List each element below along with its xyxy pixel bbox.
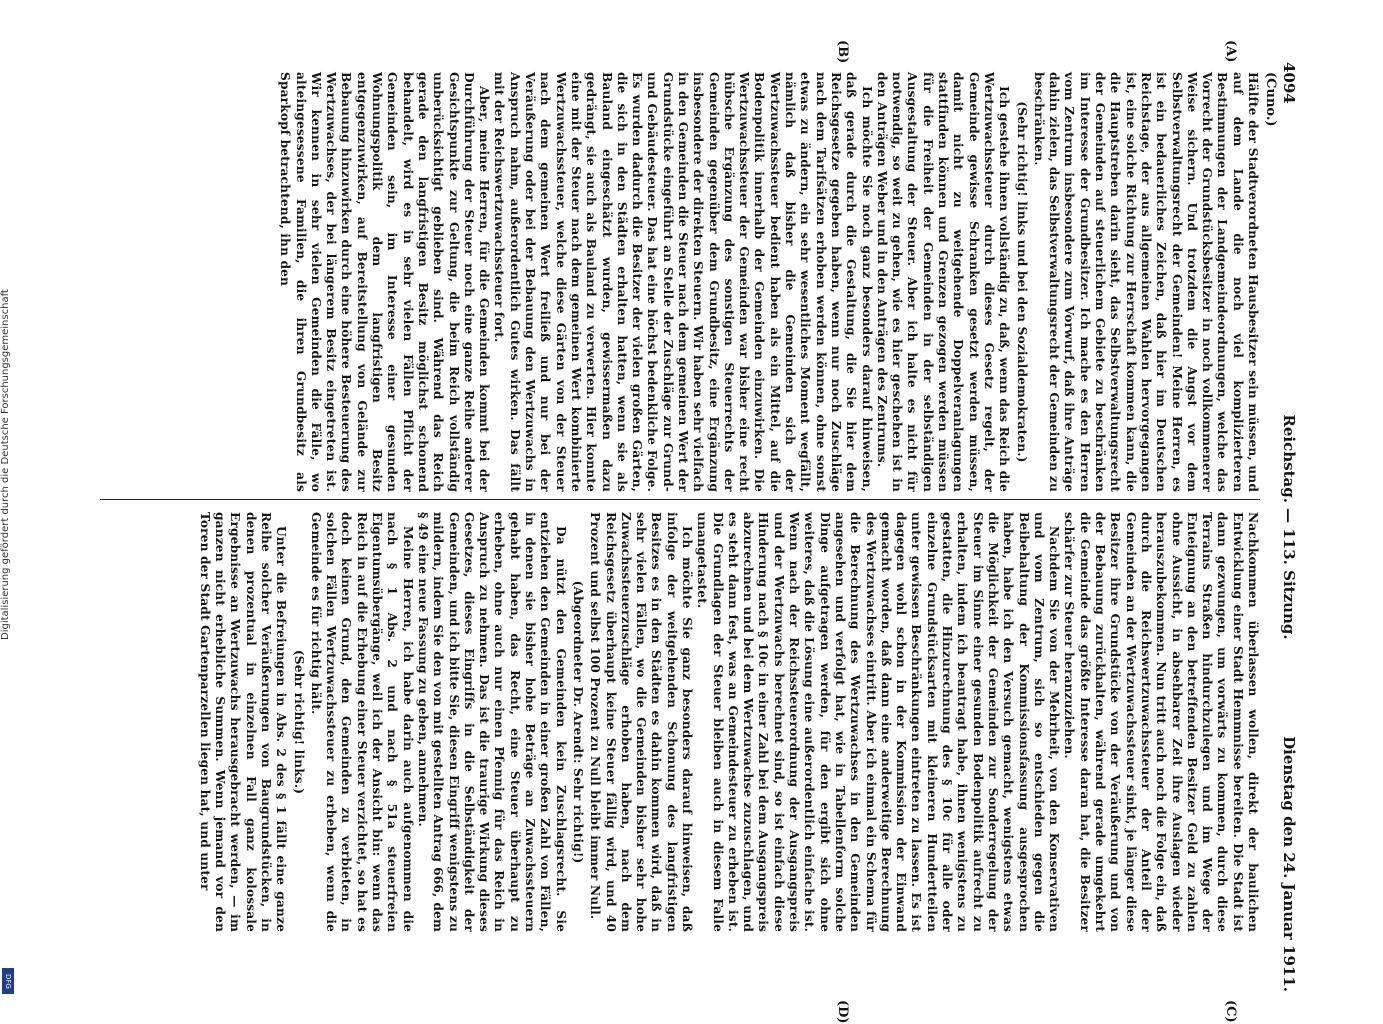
interjection: (Abgeordneter Dr. Arendt: Sehr richtig!) [570, 580, 585, 864]
session-date: Dienstag den 24. Januar 1911. [1280, 736, 1298, 992]
page-title: Reichstag. — 113. Sitzung. [1280, 414, 1298, 640]
paragraph: Nachkommen überlassen wollen, direkt der baulichen Entwicklung einer Stadt Hemmnisse bereiten. Die Stadt ist dann gezwungen, um vorwärts zu kommen, durch diese Terrains Straßen hindurchzulegen und im Wege der Enteignung an den betreffenden Besitzer Geld zu zahlen ohne Aussicht, in absehbarer Zeit ihre Auslagen wieder herauszubekommen. Nun tritt auch noch die Folge ein, daß durch die Reichswertzuwachssteuer der Anteil der Gemeinden an der Wertzuwachssteuer sinkt, je länger diese Besitzer ihre Grundstücke von der Veräußerung und von der Bebauung zurückhalten, während gerade umgekehrt die Gemeinde das größte Interesse daran hat, die Besitzer schärfer zur Steuer heranzuziehen. [1062, 512, 1260, 932]
paragraph: Ich möchte Sie ganz besonders darauf hinweisen, daß infolge der weitgehenden Schonung des langfristigen Besitzes es in den Städten es dahin kommen wird, daß in sehr vielen Fällen, wo die Gemeinden bisher sehr hohe Zuwachssteuerzuschläge erhoben haben, nach dem Reichsgesetz überhaupt keine Steuer fällig wird, und 40 Prozent und selbst 100 Prozent zu Null bleibt immer Null. [588, 512, 695, 932]
paragraph: Meine Herren, ich habe darin auch aufgenommen die nach § 1 Abs. 2 und nach § 51a steuerfreien Eigentumsübergänge, weil ich der Ansicht bin: wenn das Reich in auf die Erhebung einer Steuer verzichtet, so hat es doch keinen Grund, den Gemeinden zu verbieten, in solchen Fällen Wertzuwachssteuer zu erheben, wenn die Gemeinde es für richtig hält. [308, 512, 415, 932]
page-header [1278, 62, 1300, 992]
left-column [277, 72, 1260, 492]
paragraph: Ich möchte Sie noch ganz besonders darauf hinweisen, daß gerade durch die Gestaltung, die Sie hier dem Reichsgesetze gegeben haben, wenn nur noch Zuschläge nach dem Tarifsätzen erhoben werden können, ohne sonst etwas zu ändern, ein sehr wesentliches Moment wegfällt, nämlich daß bisher die Gemeinden sich der Wertzuwachssteuer bedient haben als ein Mittel, auf die Bodenpolitik innerhalb der Gemeinden einzuwirken. Die Wertzuwachssteuer der Gemeinden war bisher eine recht hübsche Ergänzung des sonstigen Steuerrechts der Gemeinden gegenüber dem Grundbesitz, eine Ergänzung insbesondere der direkten Steuern. Wir haben sehr vielfach in den Gemeinden die Steuer nach dem gemeinen Wert der Grundstücke eingeführt an Stelle der Zuschläge zur Grund- und Gebäudesteuer. Das hat eine höchst bedenkliche Folge. Es wurden dadurch die Besitzer der vielen großen Gärten, die sich in den Städten erhalten hatten, wenn sie als Bauland eingeschätzt wurden, gewissermaßen dazu gedrängt, sie auch als Bauland zu verwerten. Hier konnte eine mit der Steuer nach dem gemeinen Wert kombinierte Wertzuwachssteuer, welche diese Gärten von der Steuer nach dem gemeinen Wert freiließ und nur bei der Veräußerung oder bei der Bebauung den Wertzuwachs in Anspruch nahm, außerordentlich Gutes wirken. Das fällt mit der Reichswertzuwachssteuer fort. [492, 72, 874, 492]
dfg-logo: DFG [2, 968, 14, 994]
paragraph: Da nützt den Gemeinden kein Zuschlagsrecht. Sie entziehen den Gemeinden in einer großen Zahl von Fällen, in denen sie bisher hohe Beträge an Zuwachssteuern gehabt haben, das Recht, eine Steuer überhaupt zu erheben, ohne auch nur einen Pfennig für das Reich in Anspruch zu nehmen. Das ist die traurige Wirkung dieses Gesetzes, dieses Eingriffs in die Selbständigkeit der Gemeinden, und ich bitte Sie, diesen Eingriff wenigstens zu mildern, indem Sie den von mit gestellten Antrag 666, dem § 49 eine neue Fassung zu geben, annehmen. [415, 512, 568, 932]
document-page [75, 40, 1300, 1024]
paragraph: Aber, meine Herren, für die Gemeinden kommt bei der Durchführung der Steuer noch eine ganze Reihe anderer Gesichtspunkte zur Geltung, die beim Reich vollständig unberücksichtigt geblieben sind. Während das Reich gerade den langfristigen Besitz möglichst schonend behandelt, wird es in sehr vielen Fällen Pflicht der Gemeinden sein, im Interesse einer gesunden Wohnungspolitik dem langfristigen Besitz entgegenzuwirken, auf Bereitstellung von Gelände zur Bebauung hinzuwirken durch eine höhere Besteuerung des Wertzuwachses, der bei längerem Besitz eingetreten ist. Wir kennen in sehr vielen Gemeinden die Fälle, wo alteingesessene Familien, die ihren Grundbesitz als Sparkopf betrachtend, ihn den [278, 72, 492, 492]
interjection: (Sehr richtig! links und bei den Sozialdemokraten.) [1014, 101, 1029, 463]
interjection: (Sehr richtig! links.) [291, 649, 306, 795]
digitization-credit: Digitalisierung gefördert durch die Deutsche Forschungsgemeinschaft [0, 289, 11, 640]
paragraph: Unter die Befreiungen in Abs. 2 des § 1 fällt eine ganze Reihe solcher Veräußerungen von Baugrundstücken, in denen prozentual in einzelnen Fall ganz kolossale Ergebnisse an Wertzuwachs herausgebracht werden, — im ganzen nicht erhebliche Summen. Wenn jemand vor den Toren der Stadt Gartenparzellen liegen hat, und unter [197, 512, 289, 932]
margin-marker-c: (C) [1223, 1000, 1238, 1023]
margin-marker-b: (B) [835, 40, 850, 64]
paragraph: Hälfte der Stadtverordneten Hausbesitzer sein müssen, und auf dem Lande die noch viel komplizierteren Bestimmungen der Landgemeindeordnungen, welche das Vorrecht der Grundstücksbesitzer in noch vollkommenerer Weise sichern. Und trotzdem die Angst vor dem Selbstverwaltungsrecht der Gemeinden! Meine Herren, es ist ein bedauerliches Zeichen, daß hier im Deutschen Reichstage, der aus allgemeinen Wahlen hervorgegangen ist, eine solche Richtung zur Herrschaft kommen kann, die die Hauptstreben darin sieht, das Selbstverwaltungsrecht der Gemeinden auf steuerlichem Gebiete zu beschränken im Interesse der Grundbesitzer. Ich mache es den Herren vom Zentrum insbesondere zum Vorwurf, daß ihre Anträge dahin zielen, das Selbstverwaltungsrecht der Gemeinden zu beschränken. [1031, 72, 1260, 492]
margin-marker-d: (D) [835, 1000, 850, 1024]
paragraph: Ich gestehe ihnen vollständig zu, daß, wenn das Reich die Wertzuwachssteuer durch dieses Gesetz regelt, der Gemeinde gewisse Schranken gesetzt werden müssen, damit nicht zu weitgehende Doppelveranlagungen stattfinden können und Grenzen gezogen werden müssen für die Freiheit der Gemeinden in der selbständigen Ausgestaltung der Steuer. Aber ich halte es nicht für notwendig, so weit zu gehen, wie es hier geschehen ist in den Anträgen Weber und in den Anträgen des Zentrums. [874, 72, 1012, 492]
speaker-name: (Cuno.) [1263, 72, 1278, 127]
page-number: 4094 [1280, 62, 1298, 104]
margin-marker-a: (A) [1223, 40, 1238, 63]
paragraph: Nachdem Sie von der Mehrheit, von den Konservativen und vom Zentrum, sich so entschieden gegen die Beibehaltung der Kommissionsfassung ausgesprochen haben, habe ich den Versuch gemacht, wenigstens etwas die Möglichkeit der Gemeinden zur Sonderregelung der Steuer im Sinne einer gesunden Bodenpolitik aufrecht zu erhalten, indem ich beantragt habe, ihnen wenigstens zu gestatten, die Hinzurechnung des § 10c für alle oder einzelne Grundstücksarten mit kleineren Hundertteilen unter gewissen Beschränkungen eintreten zu lassen. Es ist dagegen wohl schon in der Kommission der Einwand gemacht worden, daß dann eine anderweitige Berechnung des Wertzuwachses eintritt. Aber ich einmal ein Schema für die Berechnung des Wertzuwachses in den Gemeinden angesehen und verfolgt hat, wie in Tabellenform solche Dinge aufgetragen werden, für den ergibt sich ohne weiteres, daß die Lösung eine außerordentlich einfache ist. Wenn nach der Reichssteuerordnung der Ausgangspreis und der Wertzuwachs berechnet sind, so ist einfach diese Hinderung nach § 10c in einer Zahl bei dem Ausgangspreis abzurechnen und bei dem Wertzuwachse zuzuschlagen, und es steht dann fest, was an Gemeindesteuer zu erheben ist. Die Grundlagen der Steuer bleiben auch in diesem Falle unangetastet. [695, 512, 1062, 932]
right-column [197, 512, 1260, 932]
column-divider [100, 499, 1260, 500]
